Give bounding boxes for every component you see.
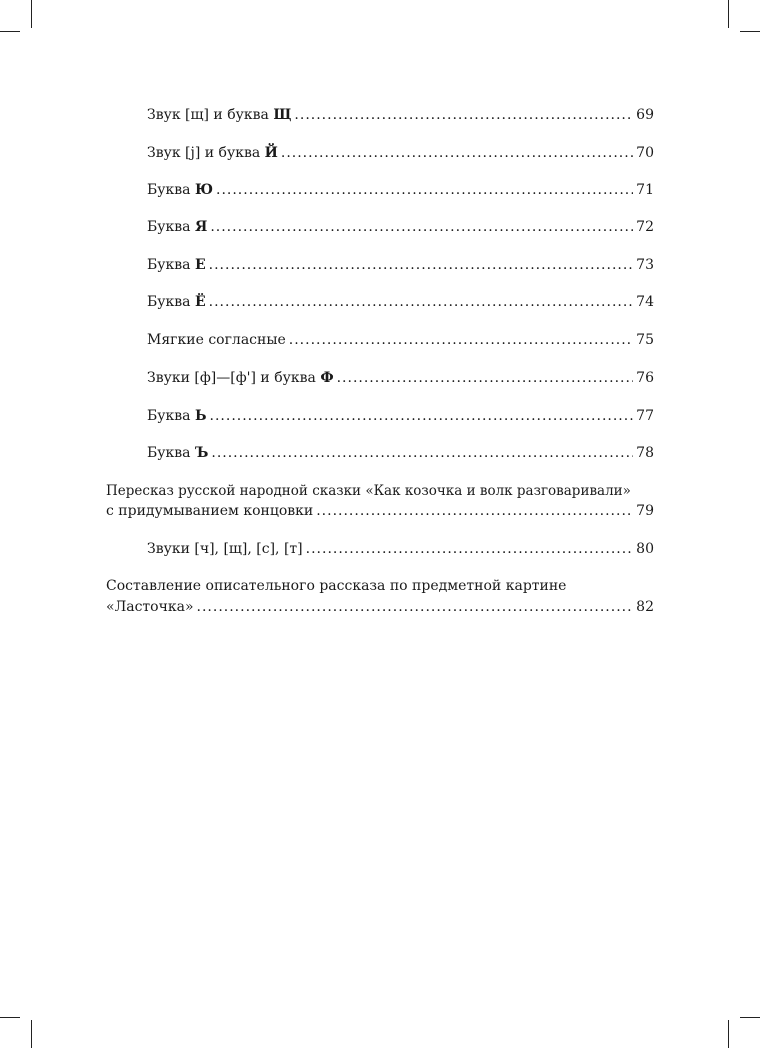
toc-entry <box>147 256 654 274</box>
toc-entry-title: Буква Я <box>147 219 208 235</box>
toc-entry <box>147 444 654 462</box>
dot-leader <box>306 540 634 558</box>
dot-leader <box>211 444 633 462</box>
toc-page-number: 73 <box>636 257 654 273</box>
toc-entry <box>147 144 654 162</box>
crop-mark-bottom-left <box>31 1020 32 1048</box>
toc-page-number: 79 <box>636 503 654 519</box>
toc-entry-title: Звук [щ] и буква Щ <box>147 107 292 123</box>
dot-leader <box>294 106 633 124</box>
toc-entry-title: Звуки [ф]—[ф'] и буква Ф <box>147 370 334 386</box>
toc-page-number: 80 <box>636 541 654 557</box>
toc-page-number: 74 <box>636 294 654 310</box>
dot-leader <box>197 598 634 616</box>
toc-entry-description-line1: Составление описательного рассказа по предметной картине <box>106 578 567 594</box>
dot-leader <box>209 293 634 311</box>
toc-page-number: 76 <box>636 370 654 386</box>
dot-leader <box>210 218 633 236</box>
toc-page-number: 69 <box>636 107 654 123</box>
crop-mark-top-left-h <box>0 31 20 32</box>
crop-mark-bottom-right-h <box>740 1017 760 1018</box>
dot-leader <box>289 331 633 349</box>
toc-entry-title: Звук [j] и буква Й <box>147 145 278 161</box>
toc-page-number: 70 <box>636 145 654 161</box>
toc-page-number: 72 <box>636 219 654 235</box>
crop-mark-top-right <box>728 0 729 28</box>
toc-page-number: 75 <box>636 332 654 348</box>
toc-entry <box>147 181 654 199</box>
toc-entry-title: Мягкие согласные <box>147 332 286 348</box>
toc-entry-title: Буква Ю <box>147 182 213 198</box>
toc-entry-title: Буква Ъ <box>147 445 209 461</box>
dot-leader <box>209 256 634 274</box>
toc-entry-title: «Ласточка» <box>106 599 194 615</box>
toc-page-number: 82 <box>636 599 654 615</box>
crop-mark-top-left <box>31 0 32 28</box>
crop-mark-bottom-left-h <box>0 1017 20 1018</box>
crop-mark-bottom-right <box>728 1020 729 1048</box>
dot-leader <box>210 407 634 425</box>
toc-entry-sounds <box>147 540 654 558</box>
toc-page-number: 71 <box>636 182 654 198</box>
toc-entry <box>147 106 654 124</box>
toc-entry-description <box>106 598 654 616</box>
toc-entry-title: с придумыванием концовки <box>106 503 314 519</box>
toc-entry-retelling <box>106 502 654 520</box>
toc-entry-title: Буква Ь <box>147 408 207 424</box>
toc-entry-title: Буква Ё <box>147 294 206 310</box>
dot-leader <box>216 181 633 199</box>
toc-entry <box>147 293 654 311</box>
toc-entry-retelling-line1: Пересказ русской народной сказки «Как козочка и волк разговаривали» <box>106 483 631 499</box>
dot-leader <box>337 369 634 387</box>
toc-page-number: 77 <box>636 408 654 424</box>
toc-entry <box>147 407 654 425</box>
toc-page-number: 78 <box>636 445 654 461</box>
toc-entry <box>147 369 654 387</box>
dot-leader <box>281 144 633 162</box>
toc-entry <box>147 218 654 236</box>
toc-entry-title: Буква Е <box>147 257 206 273</box>
crop-mark-top-right-h <box>740 31 760 32</box>
dot-leader <box>316 502 633 520</box>
toc-entry <box>147 331 654 349</box>
toc-entry-title: Звуки [ч], [щ], [с], [т] <box>147 541 303 557</box>
